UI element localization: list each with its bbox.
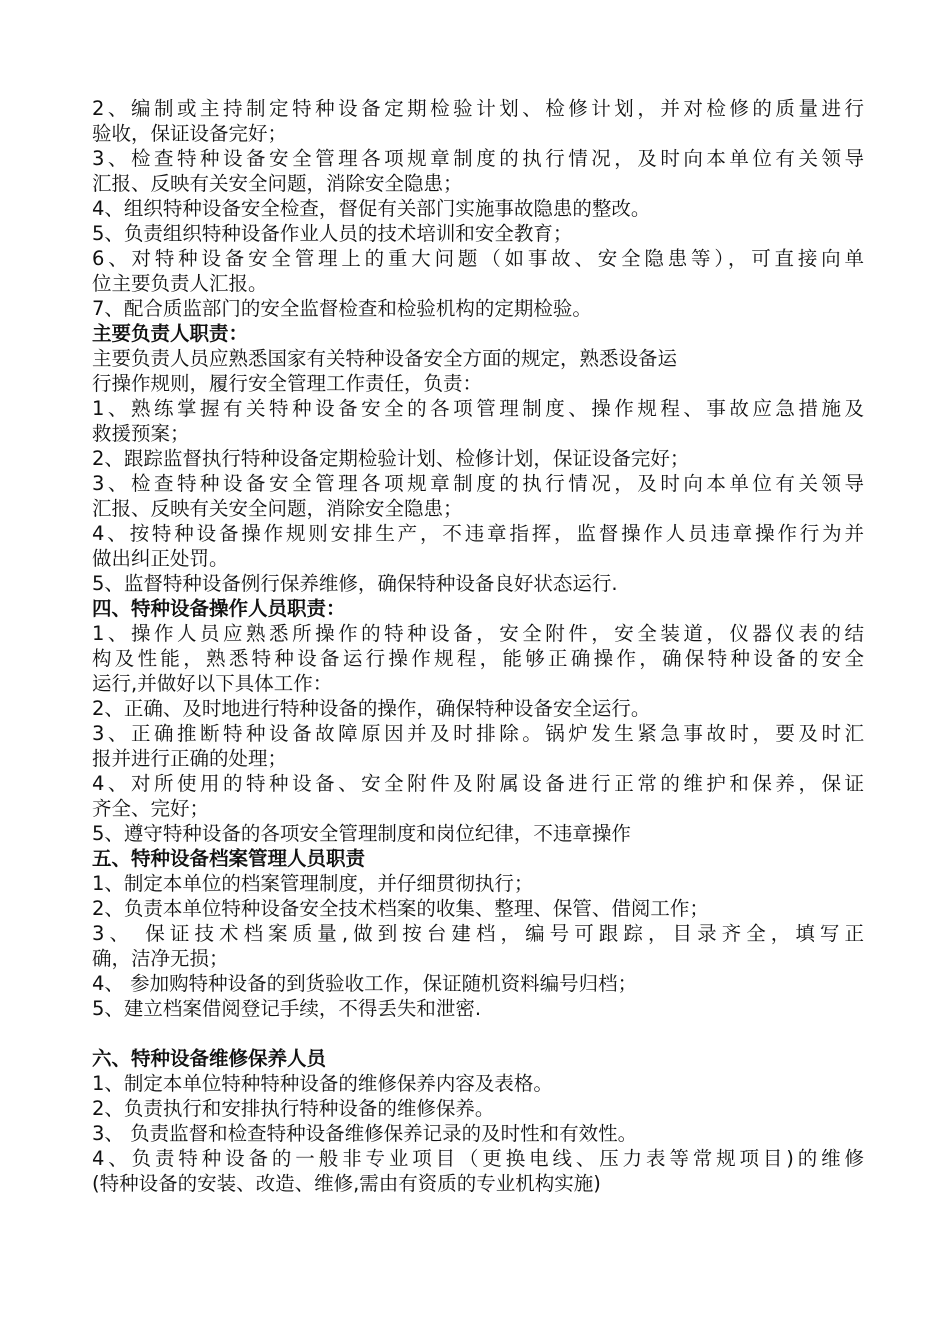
text-line: 3、检查特种设备安全管理各项规章制度的执行情况，及时向本单位有关领导 [92,147,864,170]
text-line: 报并进行正确的处理； [92,747,288,770]
text-line: 位主要负责人汇报。 [92,272,268,295]
text-line: 4、按特种设备操作规则安排生产，不违章指挥，监督操作人员违章操作行为并 [92,522,864,545]
section-heading: 五、特种设备档案管理人员职责 [92,847,366,870]
text-line: 7、配合质监部门的安全监督检查和检验机构的定期检验。 [92,297,592,320]
text-line: 主要负责人员应熟悉国家有关特种设备安全方面的规定，熟悉设备运 [92,347,678,370]
text-line: 救援预案； [92,422,190,445]
text-line: 2、负责本单位特种设备安全技术档案的收集、整理、保管、借阅工作； [92,897,709,920]
text-line: 2、负责执行和安排执行特种设备的维修保养。 [92,1097,495,1120]
text-line: 汇报、反映有关安全问题，消除安全隐患； [92,497,463,520]
text-line: 4、 参加购特种设备的到货验收工作，保证随机资料编号归档； [92,972,638,995]
section-heading: 主要负责人职责： [92,322,249,345]
text-line: 6、对特种设备安全管理上的重大问题（如事故、安全隐患等），可直接向单 [92,247,864,270]
text-line: 汇报、反映有关安全问题，消除安全隐患； [92,172,463,195]
text-line: 3、正确推断特种设备故障原因并及时排除。锅炉发生紧急事故时，要及时汇 [92,722,864,745]
document-page [92,96,864,1196]
text-line: 3、 负责监督和检查特种设备维修保养记录的及时性和有效性。 [92,1122,638,1145]
text-line: 1、制定本单位特种特种设备的维修保养内容及表格。 [92,1072,553,1095]
text-line: 运行,并做好以下具体工作： [92,672,333,695]
section-heading: 六、特种设备维修保养人员 [92,1047,327,1070]
text-line: 2、跟踪监督执行特种设备定期检验计划、检修计划，保证设备完好； [92,447,690,470]
text-line: 5、监督特种设备例行保养维修，确保特种设备良好状态运行. [92,572,618,595]
text-line: 验收，保证设备完好； [92,122,288,145]
text-line: 5、建立档案借阅登记手续，不得丢失和泄密. [92,997,482,1020]
blank-line [92,1021,864,1046]
text-line: 2、正确、及时地进行特种设备的操作，确保特种设备安全运行。 [92,697,651,720]
text-line: 确，洁净无损； [92,947,229,970]
text-line: 4、组织特种设备安全检查，督促有关部门实施事故隐患的整改。 [92,197,651,220]
text-line: 做出纠正处罚。 [92,547,229,570]
text-line: 3、 保证技术档案质量,做到按台建档，编号可跟踪，目录齐全，填写正 [92,922,864,945]
text-line: 构及性能，熟悉特种设备运行操作规程，能够正确操作，确保特种设备的安全 [92,647,864,670]
text-line: 2、编制或主持制定特种设备定期检验计划、检修计划，并对检修的质量进行 [92,97,864,120]
text-line: 1、操作人员应熟悉所操作的特种设备，安全附件，安全装道，仪器仪表的结 [92,622,864,645]
text-line: 3、检查特种设备安全管理各项规章制度的执行情况，及时向本单位有关领导 [92,472,864,495]
text-line: 1、熟练掌握有关特种设备安全的各项管理制度、操作规程、事故应急措施及 [92,397,864,420]
text-line: 齐全、完好； [92,797,210,820]
text-line: 4、负责特种设备的一般非专业项目（更换电线、压力表等常规项目)的维修 [92,1147,864,1170]
text-line: 4、对所使用的特种设备、安全附件及附属设备进行正常的维护和保养，保证 [92,772,864,795]
text-line: 5、遵守特种设备的各项安全管理制度和岗位纪律，不违章操作 [92,822,631,845]
section-heading: 四、特种设备操作人员职责： [92,597,346,620]
text-line: 行操作规则，履行安全管理工作责任，负责： [92,372,483,395]
text-line: (特种设备的安装、改造、维修,需由有资质的专业机构实施) [92,1172,601,1195]
text-line: 5、负责组织特种设备作业人员的技术培训和安全教育； [92,222,573,245]
text-line: 1、制定本单位的档案管理制度，并仔细贯彻执行； [92,872,534,895]
